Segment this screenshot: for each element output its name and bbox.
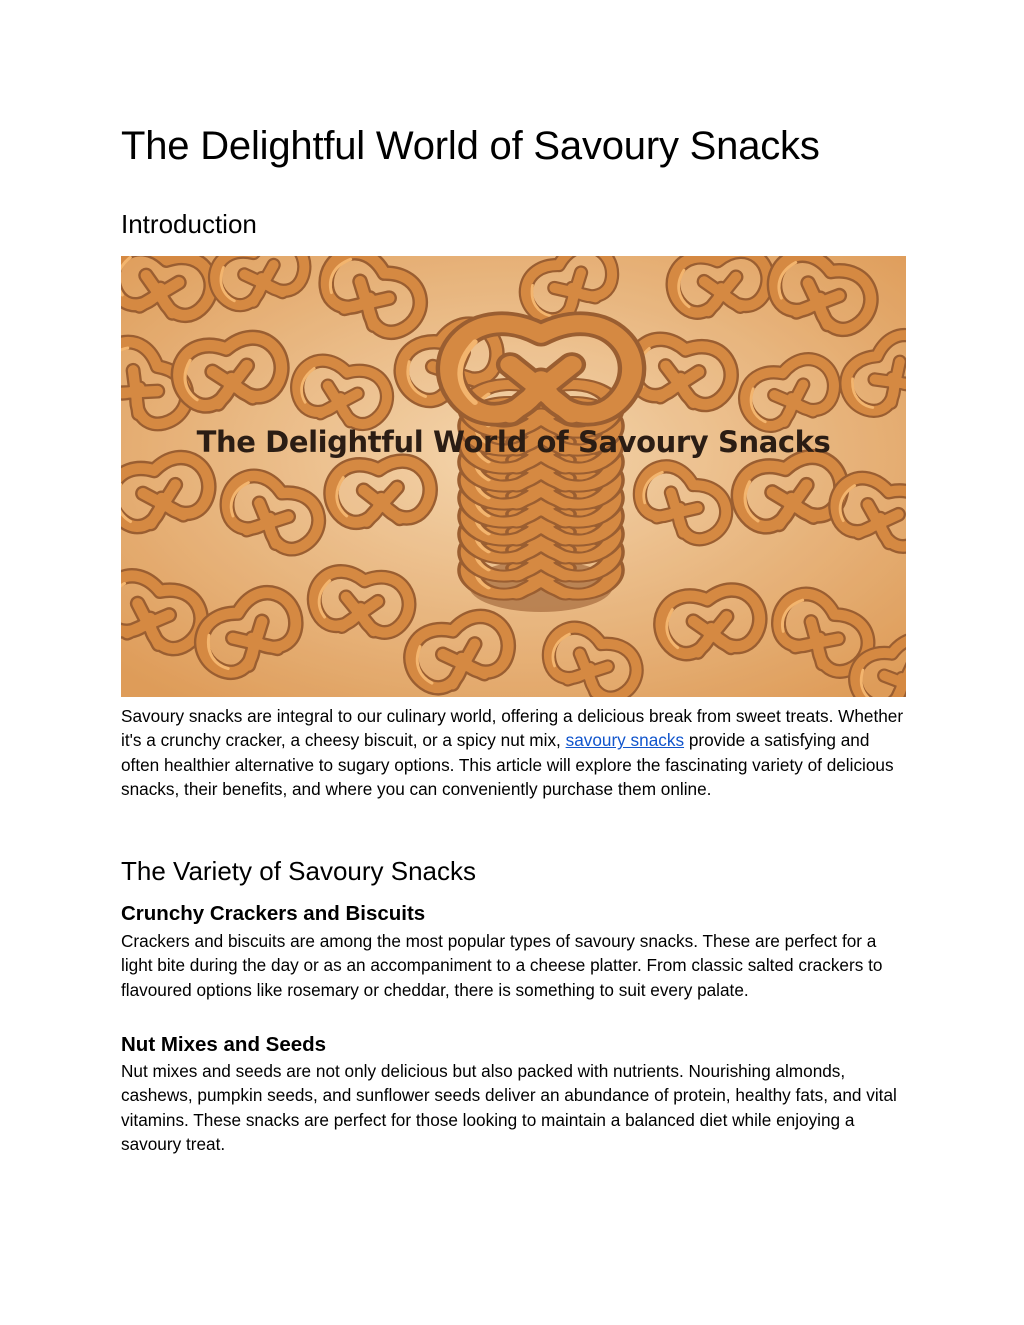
pretzel-pile-icon [121,256,906,697]
nuts-paragraph: Nut mixes and seeds are not only delicious but also packed with nutrients. Nourishing almonds, cashews, pumpkin seeds, and sunflower seeds deliver an abundance of protein, healthy fats, and vital vitamins. These snacks are perfect for those looking to maintain a balanced diet while enjoying a savoury treat. [121,1061,897,1155]
variety-heading: The Variety of Savoury Snacks [121,856,477,886]
intro-text-end: provide a satisfying and often healthier alternative to sugary options. This article will explore the fascinating variety of delicious snacks, their benefits, and where you can conveniently purchase them online. [121,730,894,800]
hero-image [121,256,906,697]
page-title: The Delightful World of Savoury Snacks [121,124,820,168]
nuts-heading: Nut Mixes and Seeds [121,1033,327,1056]
intro-paragraph [121,704,906,802]
intro-text-start: Savoury snacks are integral to our culinary world, offering a delicious break from sweet treats. Whether it's a crunchy cracker, a cheesy biscuit, or a spicy nut mix, [121,706,904,751]
savoury-snacks-link[interactable]: savoury snacks [565,730,685,751]
crackers-paragraph: Crackers and biscuits are among the most popular types of savoury snacks. These are perfect for a light bite during the day or as an accompaniment to a cheese platter. From classic salted crackers to flavoured options like rosemary or cheddar, there is something to suit every palate. [121,931,883,1000]
hero-caption: The Delightful World of Savoury Snacks [196,425,831,459]
intro-heading: Introduction [121,209,257,239]
crackers-heading: Crunchy Crackers and Biscuits [121,902,426,925]
